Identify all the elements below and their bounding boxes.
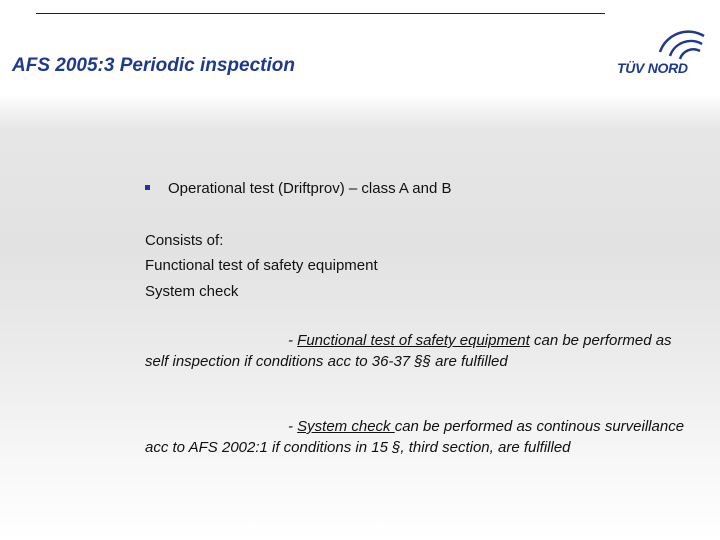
note2-underlined: System check bbox=[297, 418, 395, 435]
functional-test-note bbox=[145, 330, 685, 372]
note1-prefix: - bbox=[288, 332, 298, 349]
consists-of-line: Consists of: bbox=[145, 232, 224, 249]
header-rule bbox=[36, 13, 605, 14]
note2-rest: can be performed as continous surveillance acc to AFS 2002:1 if conditions in 15 §, third section, are fulfilled bbox=[145, 418, 685, 456]
square-bullet-icon bbox=[145, 185, 150, 190]
system-check-note bbox=[145, 416, 685, 458]
page-title: AFS 2005:3 Periodic inspection bbox=[12, 55, 295, 76]
system-check-line: System check bbox=[145, 283, 239, 300]
note1-rest: can be performed as self inspection if conditions acc to 36-37 §§ are fulfilled bbox=[145, 332, 672, 370]
functional-test-line: Functional test of safety equipment bbox=[145, 257, 378, 274]
note1-underlined: Functional test of safety equipment bbox=[297, 332, 530, 349]
bullet-text: Operational test (Driftprov) – class A and B bbox=[168, 180, 452, 197]
logo-text: TÜV NORD bbox=[617, 60, 688, 76]
note2-prefix: - bbox=[288, 418, 298, 435]
